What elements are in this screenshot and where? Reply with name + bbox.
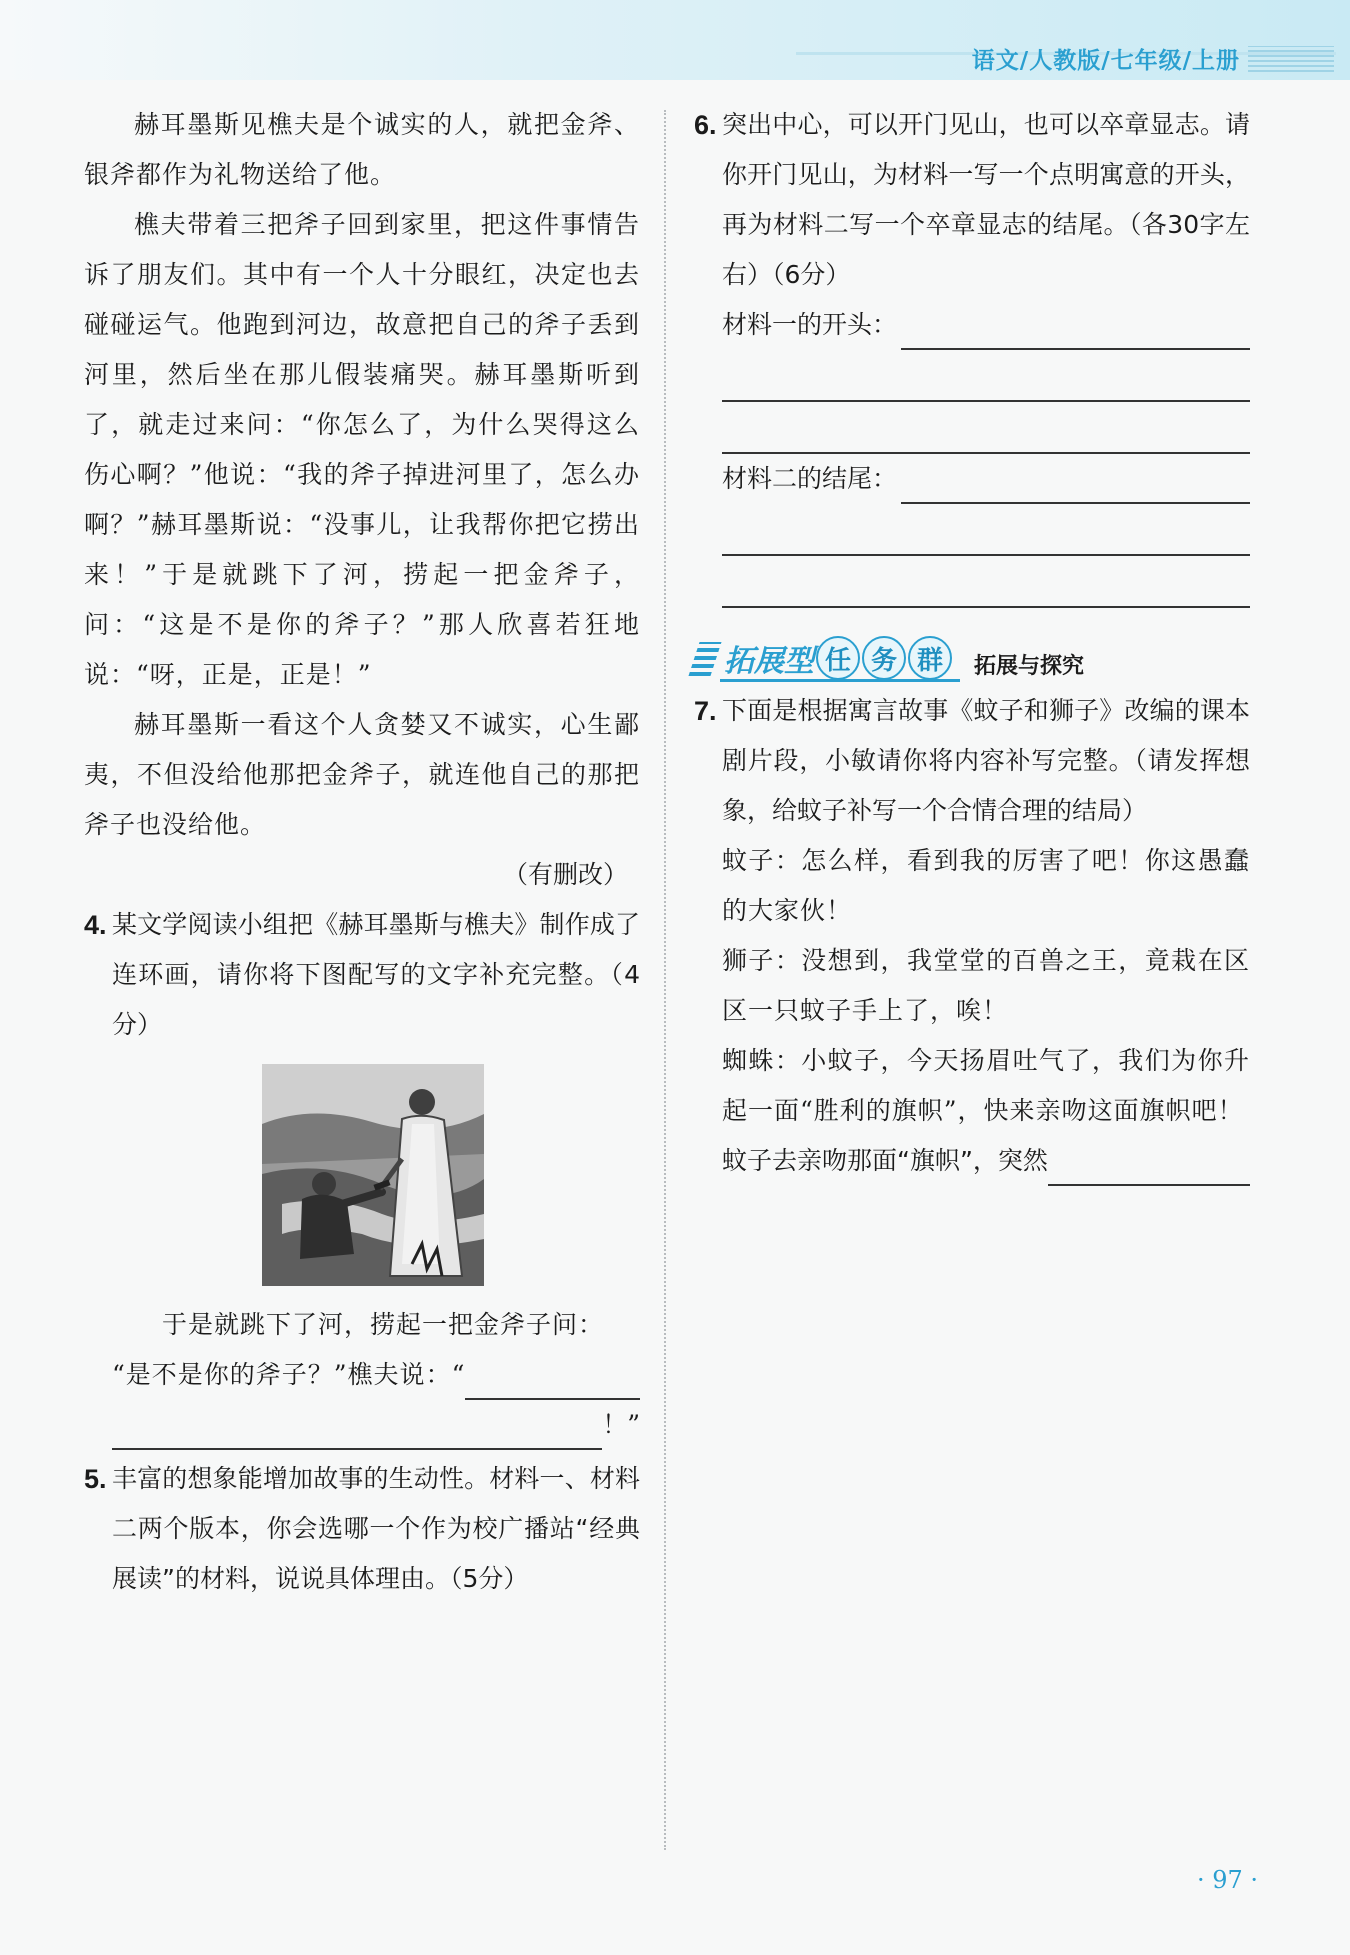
answer-blank[interactable]	[722, 402, 1250, 454]
question-5	[84, 1454, 640, 1604]
caption-line-1: 于是就跳下了河，捞起一把金斧子问：	[162, 1310, 605, 1339]
series-label: 语文/人教版/七年级/上册	[971, 48, 1240, 74]
question-text: 丰富的想象能增加故事的生动性。材料一、材料二两个版本，你会选哪一个作为校广播站“经典展读”的材料，说说具体理由。（5分）	[112, 1464, 640, 1593]
section-subtitle: 拓展与探究	[974, 654, 1085, 679]
answer-line-ending	[722, 454, 1250, 504]
source-note: （有删改）	[502, 860, 628, 889]
dialog-line-spider: 蜘蛛：小蚊子，今天扬眉吐气了，我们为你升起一面“胜利的旗帜”，快来亲吻这面旗帜吧！	[722, 1046, 1250, 1125]
question-text: 某文学阅读小组把《赫耳墨斯与樵夫》制作成了连环画，请你将下图配写的文字补充完整。（4分）	[112, 910, 640, 1039]
section-title-char: 务	[862, 636, 906, 680]
answer-blank[interactable]	[722, 504, 1250, 556]
ending-prefix: 蚊子去亲吻那面“旗帜”，突然	[722, 1146, 1048, 1175]
question-4	[84, 900, 640, 1050]
answer-blank[interactable]	[722, 350, 1250, 402]
caption-line-2	[84, 1350, 640, 1400]
answer-line-opening	[722, 300, 1250, 350]
section-title-char: 任	[816, 636, 860, 680]
question-7	[694, 686, 1250, 836]
caption-prompt: “是不是你的斧子？”樵夫说：“	[112, 1360, 466, 1389]
section-banner	[694, 620, 1250, 682]
section-title	[694, 634, 952, 682]
question-number: 5.	[84, 1464, 107, 1494]
ending-line	[722, 1136, 1250, 1186]
comic-illustration	[262, 1064, 484, 1286]
question-text: 下面是根据寓言故事《蚊子和狮子》改编的课本剧片段，小敏请你将内容补写完整。（请发挥想象，给蚊子补写一个合情合理的结局）	[722, 696, 1250, 825]
answer-blank[interactable]	[112, 1414, 602, 1450]
question-text: 突出中心，可以开门见山，也可以卒章显志。请你开门见山，为材料一写一个点明寓意的开头，再为材料二写一个卒章显志的结尾。（各30字左右）（6分）	[722, 110, 1250, 289]
answer-label: 材料一的开头：	[722, 310, 898, 339]
story-paragraph-1: 赫耳墨斯见樵夫是个诚实的人，就把金斧、银斧都作为礼物送给了他。	[84, 110, 640, 189]
dialog-line-mosquito: 蚊子：怎么样，看到我的厉害了吧！你这愚蠢的大家伙！	[722, 846, 1250, 925]
section-title-prefix: 拓展型	[724, 644, 814, 679]
answer-blank[interactable]	[465, 1364, 640, 1400]
story-paragraph-3: 赫耳墨斯一看这个人贪婪又不诚实，心生鄙夷，不但没给他那把金斧子，就连他自己的那把斧子也没给他。	[84, 710, 640, 839]
left-column	[84, 100, 640, 1604]
question-number: 7.	[694, 696, 717, 726]
caption-line-3	[112, 1400, 640, 1450]
column-divider	[664, 110, 666, 1850]
right-column	[694, 100, 1250, 1186]
question-number: 6.	[694, 110, 717, 140]
story-paragraph-2: 樵夫带着三把斧子回到家里，把这件事情告诉了朋友们。其中有一个人十分眼红，决定也去碰碰运气。他跑到河边，故意把自己的斧子丢到河里，然后坐在那儿假装痛哭。赫耳墨斯听到了，就走过来问：“你怎么了，为什么哭得这么伤心啊？”他说：“我的斧子掉进河里了，怎么办啊？”赫耳墨斯说：“没事儿，让我帮你把它捞出来！”于是就跳下了河，捞起一把金斧子，问：“这是不是你的斧子？”那人欣喜若狂地说：“呀，正是，正是！”	[84, 210, 640, 689]
section-title-char: 群	[908, 636, 952, 680]
answer-blank[interactable]	[722, 556, 1250, 608]
dialog-line-lion: 狮子：没想到，我堂堂的百兽之王，竟栽在区区一只蚊子手上了，唉！	[722, 946, 1250, 1025]
question-6	[694, 100, 1250, 300]
answer-blank[interactable]	[901, 468, 1250, 504]
page-number: · 97 ·	[1196, 1866, 1258, 1894]
answer-blank[interactable]	[1048, 1150, 1250, 1186]
question-number: 4.	[84, 910, 107, 940]
answer-blank[interactable]	[901, 314, 1250, 350]
answer-label: 材料二的结尾：	[722, 464, 898, 493]
header-hatch-decoration	[1248, 46, 1334, 72]
caption-end: ！”	[602, 1410, 640, 1439]
